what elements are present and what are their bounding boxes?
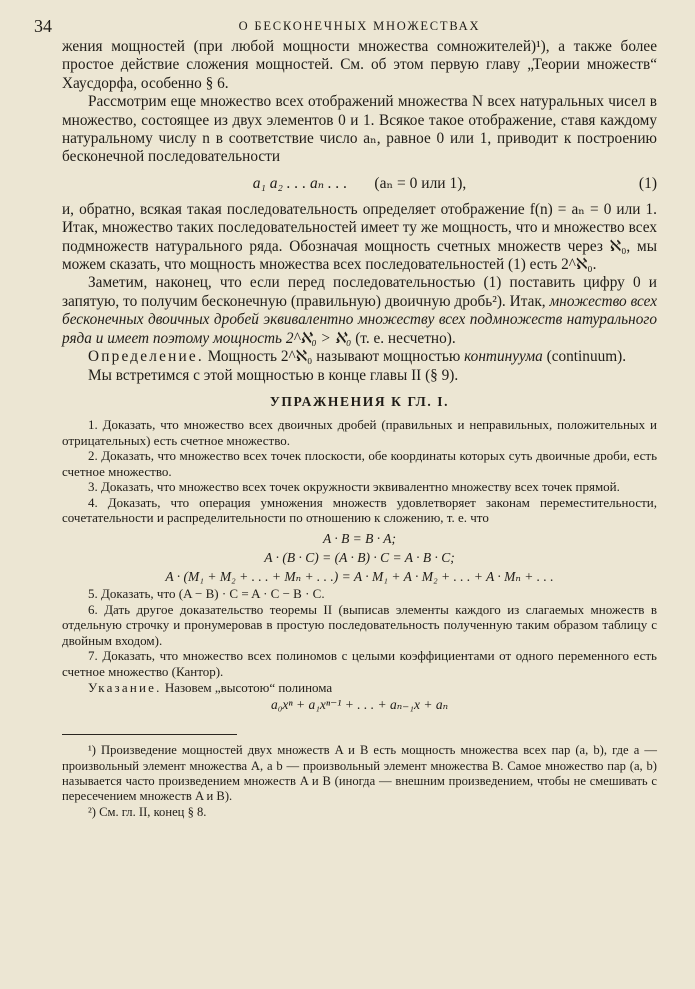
footnote-divider xyxy=(62,734,237,735)
running-title: О БЕСКОНЕЧНЫХ МНОЖЕСТВАХ xyxy=(238,19,481,33)
formula-distributive: A · (M₁ + M₂ + . . . + Mₙ + . . .) = A · M₁ + A · M₂ + . . . + A · Mₙ + . . . xyxy=(165,569,554,585)
footnotes xyxy=(62,743,657,820)
hint-text: Назовем „высотою“ полинома xyxy=(164,679,333,695)
page-header xyxy=(34,10,657,38)
definition-text: Мощность 2^ℵ₀ называют мощностью xyxy=(207,348,461,366)
exercise-4: 4. Доказать, что операция умножения множеств удовлетворяет законам переместительности, сочетательности и распределительности по отношению к сложению, т. е. что xyxy=(62,494,657,526)
hint-label: Указание. xyxy=(88,679,162,695)
exercise-hint xyxy=(62,680,657,696)
footnote-1: ¹) Произведение мощностей двух множеств A и B есть мощность множества всех пар (a, b), где a — произвольный элемент множества A, а b — произвольный элемент множества B. Самое множество пар (a, b) называется часто произведением множеств A и B (иногда — внешним произведением, чтобы не смешивать с пересечением множеств A и B). xyxy=(62,743,657,804)
exercise-7: 7. Доказать, что множество всех полиномов с целыми коэффициентами от одного переменного есть счетное множество (Кантор). xyxy=(62,648,657,680)
paragraph-definition xyxy=(62,348,657,366)
formula-sequence-condition: (aₙ = 0 или 1), xyxy=(374,174,467,192)
formula-commutative: A · B = B · A; xyxy=(322,531,397,547)
paragraph-binary-fractions xyxy=(62,274,657,348)
binary-fractions-note: (т. е. несчетно). xyxy=(355,329,456,347)
definition-latin: (continuum). xyxy=(546,348,627,366)
paragraph-forward-reference: Мы встретимся с этой мощностью в конце главы II (§ 9). xyxy=(88,366,459,384)
definition-label: Определение. xyxy=(88,348,204,366)
exercise-6: 6. Дать другое доказательство теоремы II (выписав элементы каждого из слагаемых множеств в отдельную строчку и пронумеровав в простую последовательность полученную таким образом таблицу с двойным входом). xyxy=(62,601,657,648)
binary-fractions-text: Заметим, наконец, что если перед последовательностью (1) поставить цифру 0 и запятую, то получим бесконечную (правильную) двоичную дробь²). Итак, xyxy=(62,274,657,310)
formula-sequence xyxy=(62,174,657,194)
exercise-1: 1. Доказать, что множество всех двоичных дробей (правильных и неправильных, положительных и отрицательных) есть счетное множество. xyxy=(62,416,657,448)
equation-number: (1) xyxy=(638,174,657,192)
paragraph-mappings: Рассмотрим еще множество всех отображений множества N всех натуральных чисел в множество, состоящее из двух элементов 0 и 1. Всякое такое отображение, ставя каждому натуральному числу n в соответствие число aₙ, равное 0 или 1, приводит к построению бесконечной последовательности xyxy=(62,93,657,166)
binary-fractions-theorem: множество всех бесконечных двоичных дробей эквивалентно множеству всех подмножеств натурального ряда и имеет поэтому мощность 2^ℵ₀ > ℵ₀ xyxy=(62,292,657,347)
exercises-heading: УПРАЖНЕНИЯ К ГЛ. I. xyxy=(269,393,450,409)
formula-sequence-terms: a₁ a₂ . . . aₙ . . . xyxy=(252,174,348,192)
footnote-2: ²) См. гл. II, конец § 8. xyxy=(88,804,207,819)
page-number: 34 xyxy=(34,16,52,36)
paragraph-cardinality: и, обратно, всякая такая последовательность определяет отображение f(n) = aₙ = 0 или 1. Итак, множество таких последовательностей имеет ту же мощность, что и множество всех подмножеств натурального ряда. Обозначая мощность счетных множеств через ℵ₀, мы можем сказать, что мощность множества всех последовательностей (1) есть 2^ℵ₀. xyxy=(62,200,657,274)
exercises xyxy=(62,417,657,714)
formula-polynomial: a₀xⁿ + a₁xⁿ⁻¹ + . . . + aₙ₋₁x + aₙ xyxy=(270,697,449,713)
paragraph-continuation: жения мощностей (при любой мощности множества сомножителей)¹), а также более простое действие сложения мощностей. См. об этом первую главу „Теории множеств“ Хаусдорфа, особенно § 6. xyxy=(62,38,657,92)
definition-term: континуума xyxy=(464,348,543,366)
exercise-2: 2. Доказать, что множество всех точек плоскости, обе координаты которых суть двоичные дроби, есть счетное множество. xyxy=(62,448,657,479)
exercise-3: 3. Доказать, что множество всех точек окружности эквивалентно множеству всех точек прямой. xyxy=(88,479,620,495)
formula-associative: A · (B · C) = (A · B) · C = A · B · C; xyxy=(264,550,455,566)
exercise-5: 5. Доказать, что (A − B) · C = A · C − B · C. xyxy=(88,586,325,602)
main-text xyxy=(62,38,657,385)
